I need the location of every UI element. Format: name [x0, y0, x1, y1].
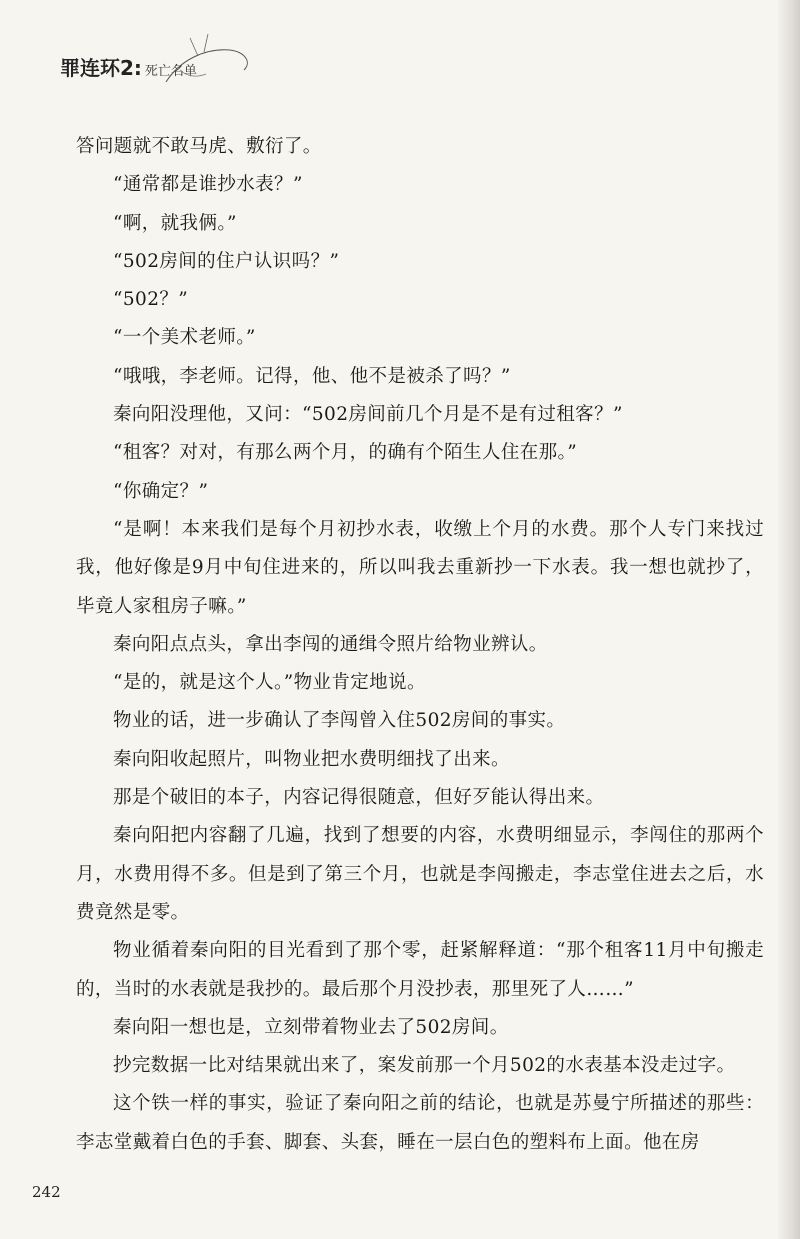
running-head	[60, 52, 197, 86]
paragraph: 秦向阳没理他，又问：“502房间前几个月是不是有过租客？”	[113, 404, 623, 426]
paragraph: “你确定？”	[113, 480, 209, 502]
paragraph: 这个铁一样的事实，验证了秦向阳之前的结论，也就是苏曼宁所描述的那些：李志堂戴着白色的手套、脚套、头套，睡在一层白色的塑料布上面。他在房	[76, 1093, 764, 1153]
paragraph: 物业的话，进一步确认了李闯曾入住502房间的事实。	[113, 710, 566, 732]
paragraph: 秦向阳收起照片，叫物业把水费明细找了出来。	[113, 748, 510, 770]
book-subtitle: 死亡名单	[144, 64, 197, 79]
page-number: 242	[32, 1183, 61, 1201]
paragraph: 秦向阳一想也是，立刻带着物业去了502房间。	[113, 1016, 509, 1038]
paragraph: “租客？对对，有那么两个月，的确有个陌生人住在那。”	[113, 442, 578, 464]
paragraph: “哦哦，李老师。记得，他、他不是被杀了吗？”	[113, 365, 511, 387]
paragraph: “是啊！本来我们是每个月初抄水表，收缴上个月的水费。那个人专门来找过我，他好像是9月中旬住进来的，所以叫我去重新抄一下水表。我一想也就抄了，毕竟人家租房子嘛。”	[76, 518, 764, 617]
paragraph: “502房间的住户认识吗？”	[113, 250, 340, 272]
book-title: 罪连环2:	[60, 56, 142, 80]
paragraph: “502？”	[113, 289, 189, 311]
paragraph: “是的，就是这个人。”物业肯定地说。	[113, 672, 426, 694]
paragraph: “通常都是谁抄水表？”	[113, 174, 303, 196]
paragraph: 那是个破旧的本子，内容记得很随意，但好歹能认得出来。	[113, 787, 605, 809]
paragraph: “啊，就我俩。”	[113, 212, 237, 234]
paragraph: 物业循着秦向阳的目光看到了那个零，赶紧解释道：“那个租客11月中旬搬走的，当时的水表就是我抄的。最后那个月没抄表，那里死了人……”	[76, 940, 764, 1000]
body-text	[76, 128, 764, 1162]
paragraph: “一个美术老师。”	[113, 327, 256, 349]
paragraph: 抄完数据一比对结果就出来了，案发前那一个月502的水表基本没走过字。	[113, 1055, 736, 1077]
paragraph: 秦向阳点点头，拿出李闯的通缉令照片给物业辨认。	[113, 633, 548, 655]
page-edge-shadow	[778, 0, 800, 1239]
paragraph: 秦向阳把内容翻了几遍，找到了想要的内容，水费明细显示，李闯住的那两个月，水费用得不多。但是到了第三个月，也就是李闯搬走，李志堂住进去之后，水费竟然是零。	[76, 825, 764, 923]
paragraph: 答问题就不敢马虎、敷衍了。	[76, 136, 322, 157]
